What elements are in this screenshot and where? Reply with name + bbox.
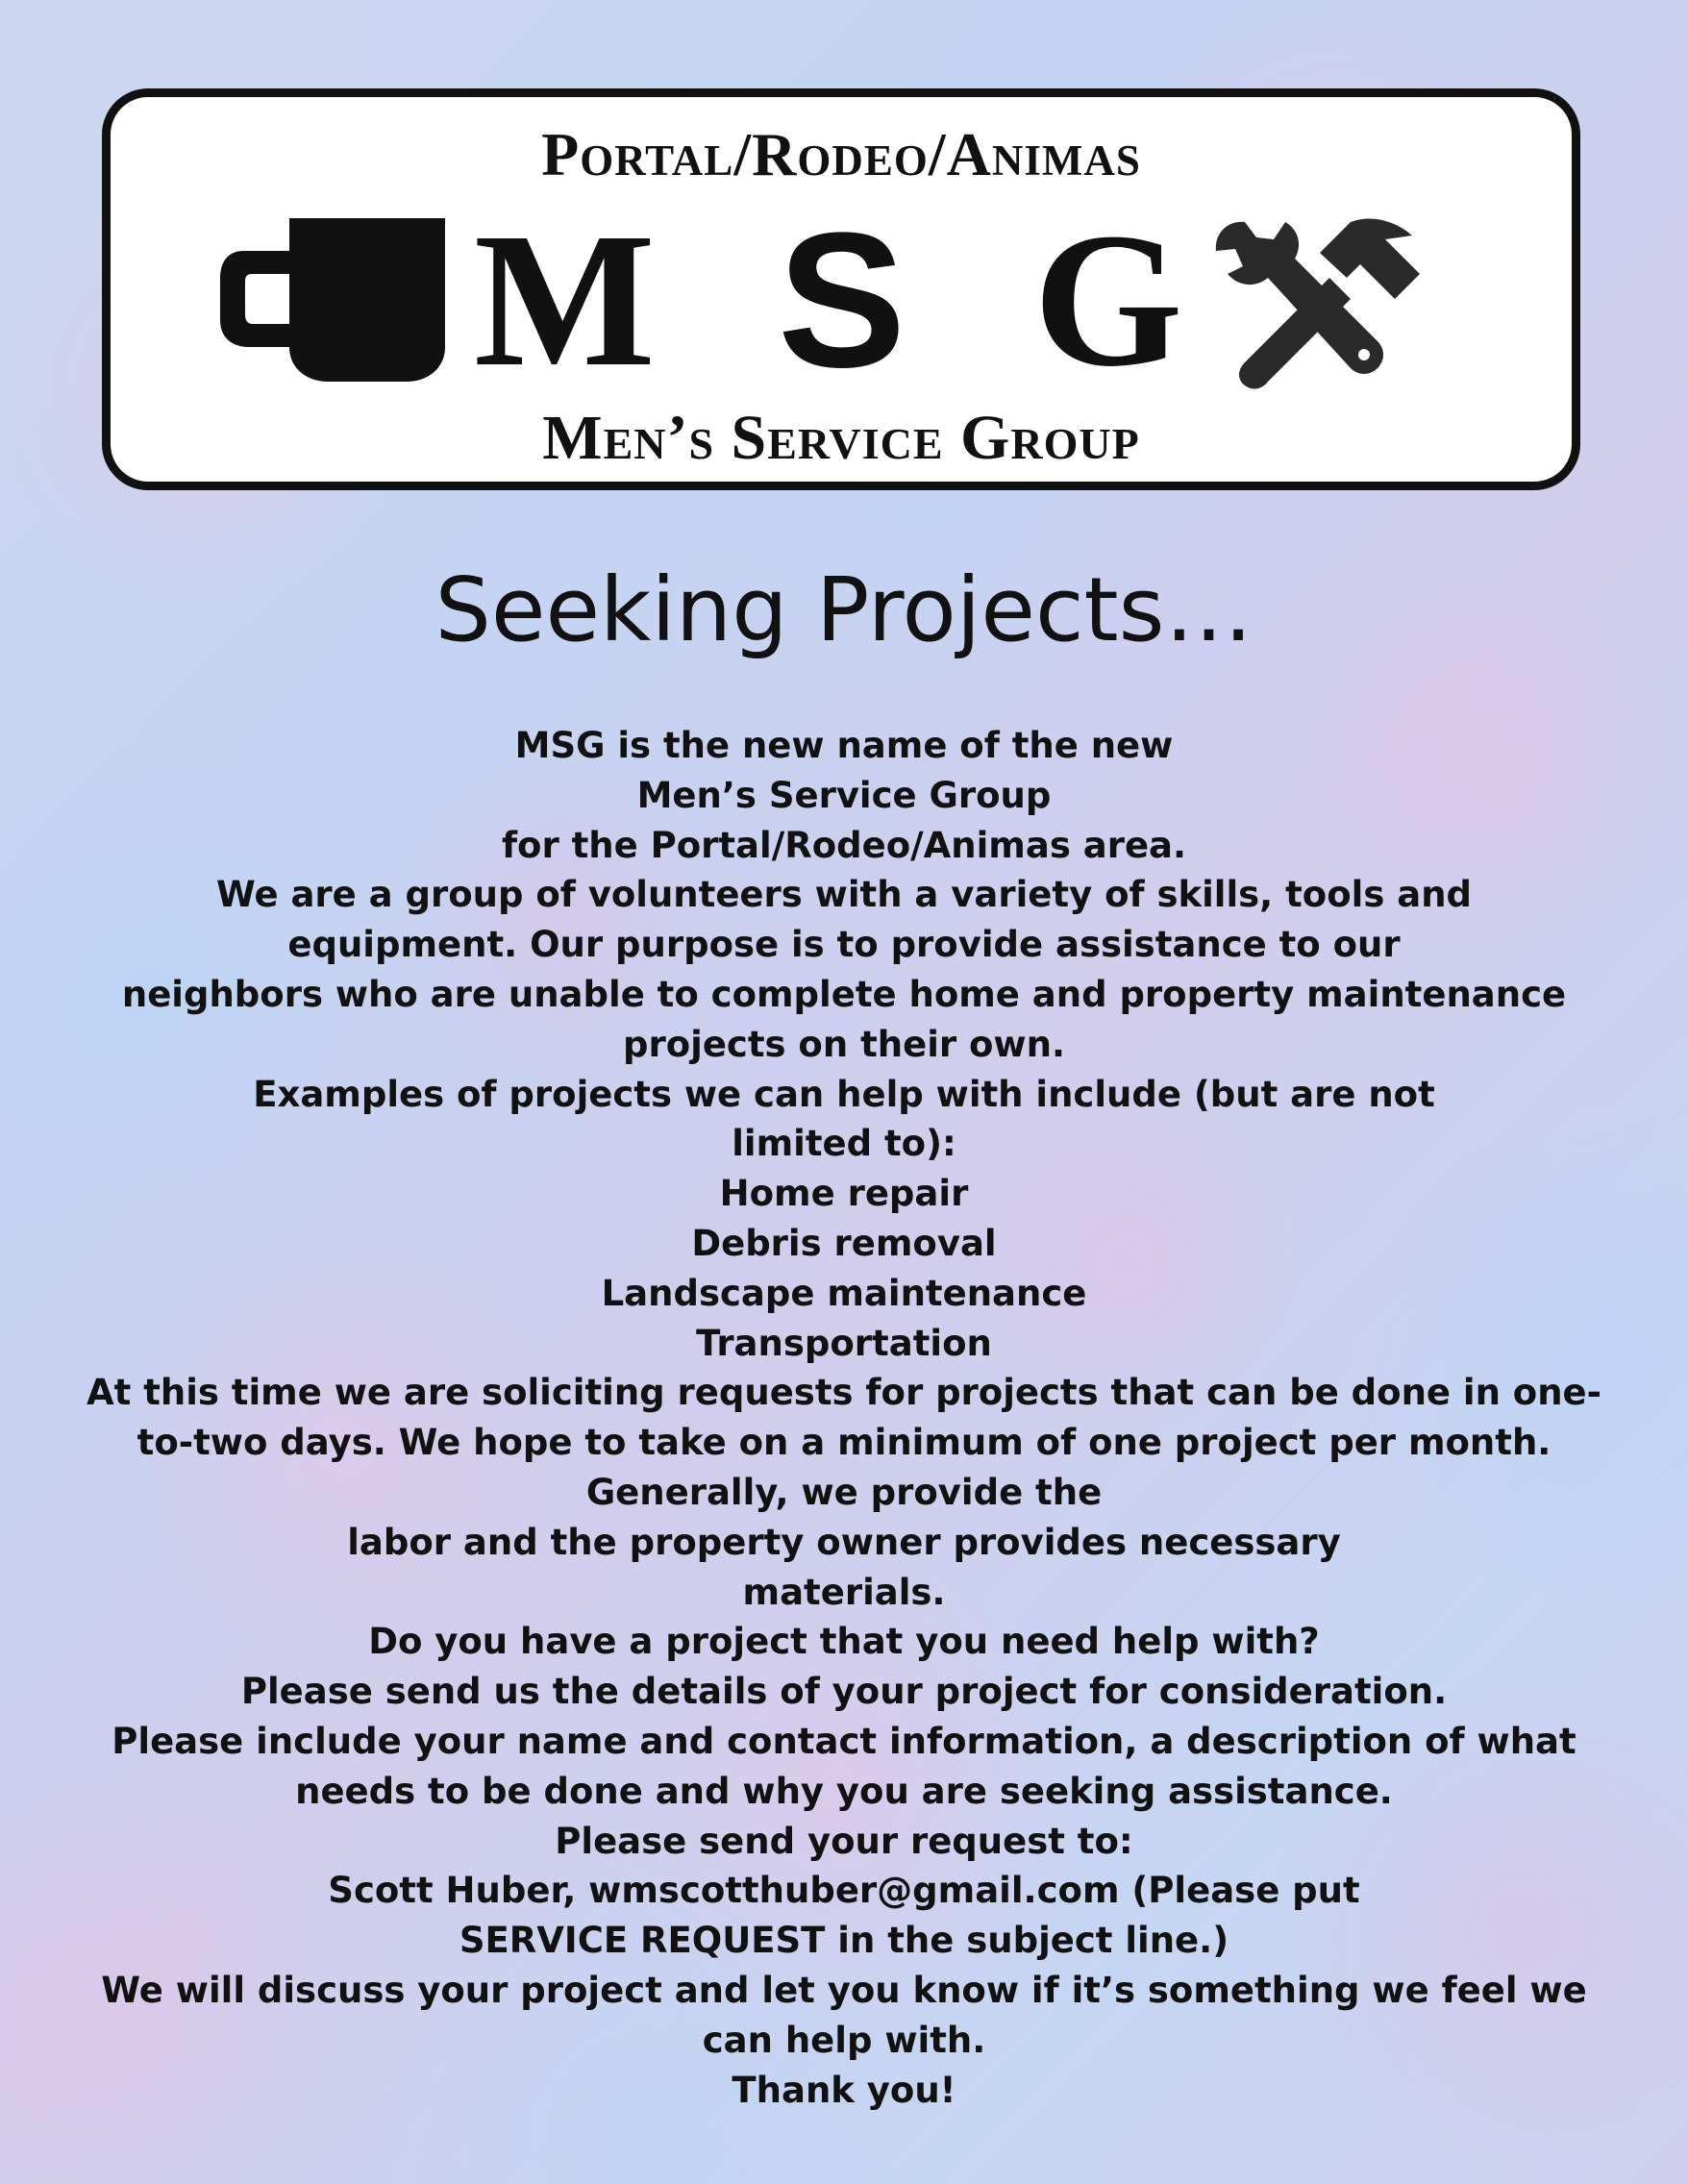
body-line: Examples of projects we can help with include (but are not [253, 1073, 1435, 1115]
project-example-item: Debris removal [691, 1222, 997, 1264]
msg-logo [111, 193, 1572, 408]
closing-line: Thank you! [732, 2069, 956, 2111]
body-line: Please send us the details of your project for consideration. [240, 1671, 1448, 1713]
region-title: Portal/Rodeo/Animas [541, 120, 1141, 188]
body-line: neighbors who are unable to complete home and property maintenance [121, 973, 1567, 1015]
body-line: Men’s Service Group [636, 774, 1052, 816]
body-line: At this time we are soliciting requests for projects that can be done in one- [86, 1372, 1602, 1414]
body-line: We will discuss your project and let you know if it’s something we feel we [101, 1969, 1587, 2011]
project-example-item: Transportation [696, 1322, 992, 1364]
body-line: can help with. [702, 2019, 986, 2061]
group-name: Men’s Service Group [542, 403, 1140, 473]
body-line: Please include your name and contact information, a description of what [112, 1720, 1576, 1762]
coffee-mug-icon [214, 212, 450, 385]
body-line: limited to): [732, 1123, 956, 1165]
project-example-item: Landscape maintenance [601, 1272, 1087, 1314]
body-text [0, 721, 1688, 2115]
page-title: Seeking Projects… [434, 558, 1254, 661]
logo-letter-s: S [778, 193, 906, 408]
logo-letter-m: M [474, 194, 656, 407]
body-line: labor and the property owner provides necessary [347, 1521, 1341, 1563]
body-line: to-two days. We hope to take on a minimum of one project per month. [137, 1422, 1551, 1464]
body-line: needs to be done and why you are seeking assistance. [295, 1770, 1393, 1812]
contact-line: SERVICE REQUEST in the subject line.) [459, 1920, 1229, 1962]
logo-letter-g: G [1033, 194, 1183, 407]
body-line: for the Portal/Rodeo/Animas area. [501, 824, 1187, 866]
project-example-item: Home repair [719, 1173, 969, 1215]
body-line: MSG is the new name of the new [514, 725, 1174, 766]
body-line: projects on their own. [622, 1023, 1066, 1065]
body-line: We are a group of volunteers with a variety of skills, tools and [215, 874, 1473, 916]
body-line: Generally, we provide the [585, 1471, 1103, 1513]
logo-banner [102, 88, 1580, 490]
wrench-hammer-icon [1206, 211, 1427, 393]
contact-line: Scott Huber, wmscotthuber@gmail.com (Please put [328, 1870, 1360, 1912]
body-line: Please send your request to: [555, 1820, 1133, 1862]
body-line: materials. [742, 1571, 946, 1613]
body-line: equipment. Our purpose is to provide assistance to our [287, 924, 1401, 966]
body-line: Do you have a project that you need help with? [368, 1621, 1320, 1663]
